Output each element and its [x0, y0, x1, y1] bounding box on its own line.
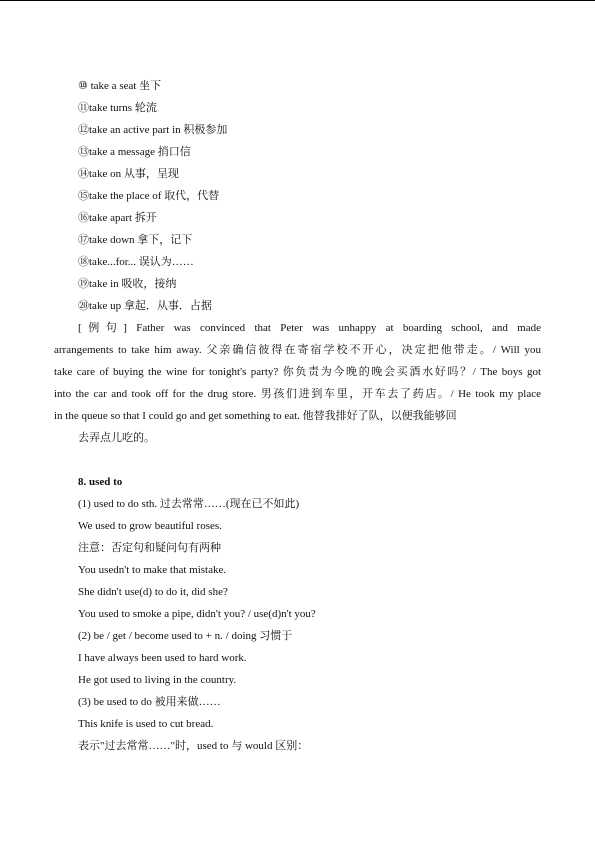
section-line: (3) be used to do 被用来做…… [78, 696, 221, 708]
phrase-item: ⑩ take a seat 坐下 [78, 80, 162, 92]
section-heading: 8. used to [78, 476, 123, 488]
phrase-item: ⑭take on 从事，呈现 [78, 168, 179, 180]
section-line: 注意：否定句和疑问句有两种 [78, 542, 221, 554]
phrase-item: ⑬take a message 捎口信 [78, 146, 191, 158]
section-line: This knife is used to cut bread. [78, 718, 214, 730]
section-line: You used to smoke a pipe, didn't you? / use(d)n't you? [78, 608, 316, 620]
example-paragraph-line: arrangements to take him away. 父亲确信彼得在寄宿学校不开心，决定把他带走。/ Will you [54, 344, 541, 356]
section-line: She didn't use(d) to do it, did she? [78, 586, 228, 598]
section-line: (2) be / get / become used to + n. / doing 习惯于 [78, 630, 293, 642]
section-line: We used to grow beautiful roses. [78, 520, 222, 532]
section-line: 表示"过去常常……"时，used to 与 would 区别： [78, 740, 309, 752]
example-paragraph-line: into the car and took off for the drug store. 男孩们进到车里，开车去了药店。/ He took my place [54, 388, 541, 400]
example-paragraph-line: 去弄点儿吃的。 [78, 432, 155, 444]
top-rule [0, 0, 595, 1]
section-line: I have always been used to hard work. [78, 652, 247, 664]
phrase-item: ⑲take in 吸收，接纳 [78, 278, 177, 290]
phrase-item: ⑪take turns 轮流 [78, 102, 157, 114]
section-line: He got used to living in the country. [78, 674, 237, 686]
phrase-item: ⑮take the place of 取代，代替 [78, 190, 220, 202]
phrase-item: ⑫take an active part in 积极参加 [78, 124, 228, 136]
section-line: (1) used to do sth. 过去常常……(现在已不如此) [78, 498, 300, 510]
example-paragraph-line: in the queue so that I could go and get something to eat. 他替我排好了队，以便我能够回 [54, 410, 457, 422]
phrase-item: ⑳take up 拿起．从事．占据 [78, 300, 212, 312]
phrase-item: ⑯take apart 拆开 [78, 212, 157, 224]
section-line: You usedn't to make that mistake. [78, 564, 227, 576]
phrase-item: ⑱take...for... 误认为…… [78, 256, 194, 268]
phrase-item: ⑰take down 拿下，记下 [78, 234, 193, 246]
example-paragraph-line: [例句] Father was convinced that Peter was unhappy at boarding school, and made [78, 322, 541, 334]
example-paragraph-line: take care of buying the wine for tonight's party? 你负责为今晚的晚会买酒水好吗？/ The boys got [54, 366, 541, 378]
